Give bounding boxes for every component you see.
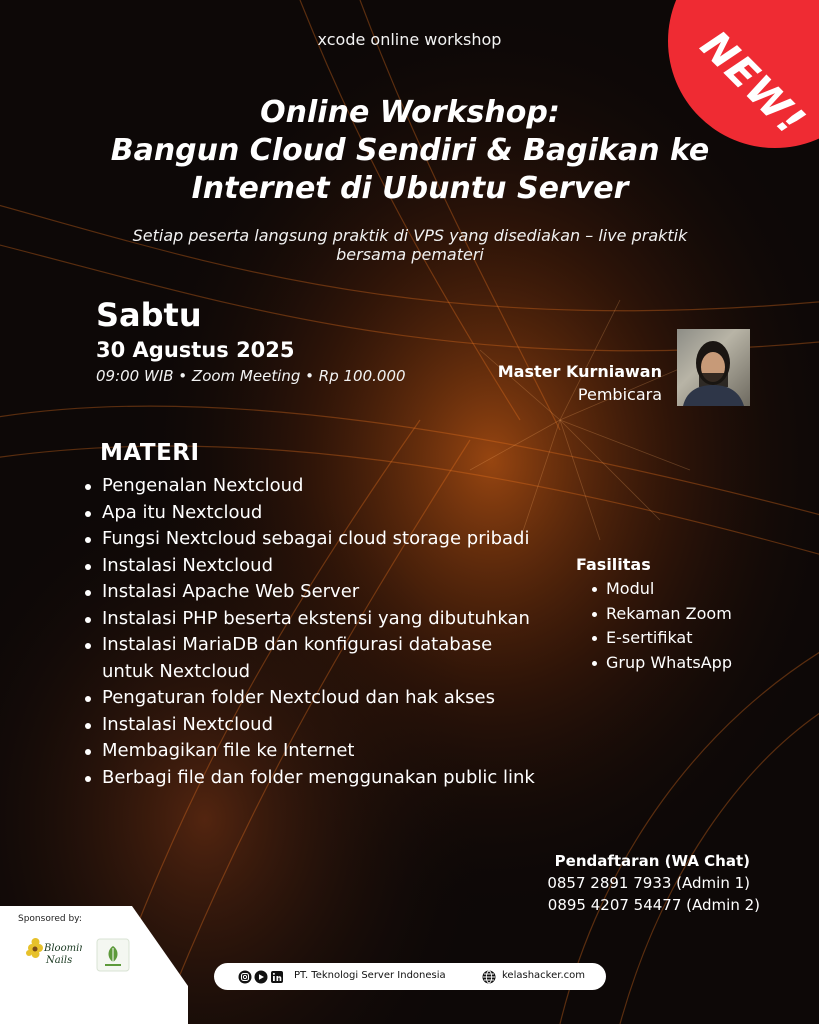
linkedin-icon[interactable]: [271, 971, 283, 983]
title-line: Internet di Ubuntu Server: [191, 171, 629, 206]
fasilitas-list: [588, 577, 732, 675]
fasilitas-item: Rekaman Zoom: [588, 602, 732, 627]
subtitle-line: bersama pemateri: [336, 245, 484, 264]
materi-item: Membagikan file ke Internet: [78, 738, 548, 765]
fasilitas-item: Grup WhatsApp: [588, 651, 732, 676]
materi-item: Instalasi Nextcloud: [78, 553, 548, 580]
footer-bar: [214, 963, 606, 990]
sponsor-logo-text: Nails: [46, 955, 73, 966]
fasilitas-item: Modul: [588, 577, 732, 602]
speaker-role: Pembicara: [577, 385, 662, 404]
sponsor-logo-text: Bloomin: [44, 943, 82, 954]
registration-contact[interactable]: 0857 2891 7933 (Admin 1): [547, 874, 750, 892]
fasilitas-item: E-sertifikat: [588, 626, 732, 651]
event-details: 09:00 WIB • Zoom Meeting • Rp 100.000: [96, 367, 406, 385]
youtube-icon[interactable]: [255, 971, 268, 984]
materi-item: Pengaturan folder Nextcloud dan hak akses: [78, 685, 548, 712]
leaf-logo-icon: [96, 938, 130, 972]
materi-list: [78, 473, 548, 791]
speaker-name: Master Kurniawan: [497, 362, 662, 381]
fasilitas-heading: Fasilitas: [576, 555, 651, 574]
workshop-subtitle: [60, 226, 760, 264]
event-day: Sabtu: [96, 296, 202, 334]
sponsor-logo-bloomin-nails: [22, 938, 82, 978]
materi-item: Instalasi Apache Web Server: [78, 579, 548, 606]
subtitle-line: Setiap peserta langsung praktik di VPS yang disediakan – live praktik: [132, 226, 688, 245]
top-label: xcode online workshop: [317, 30, 502, 49]
materi-item: Instalasi Nextcloud: [78, 712, 548, 739]
title-line: Online Workshop:: [260, 95, 560, 130]
materi-item: Berbagi file dan folder menggunakan public link: [78, 765, 548, 792]
title-line: Bangun Cloud Sendiri & Bagikan ke: [110, 133, 710, 168]
footer-company: PT. Teknologi Server Indonesia: [294, 970, 446, 981]
materi-item: Pengenalan Nextcloud: [78, 473, 548, 500]
speaker-photo: [677, 329, 750, 406]
materi-heading: MATERI: [100, 440, 200, 466]
sponsor-label: Sponsored by:: [18, 914, 82, 924]
materi-item: Instalasi MariaDB dan konfigurasi database untuk Nextcloud: [78, 632, 548, 685]
flower-icon: [22, 938, 82, 974]
materi-item: Apa itu Nextcloud: [78, 500, 548, 527]
globe-icon: [482, 969, 496, 988]
materi-item: Instalasi PHP beserta ekstensi yang dibutuhkan: [78, 606, 548, 633]
person-icon: [677, 329, 750, 406]
registration-contact[interactable]: 0895 4207 54477 (Admin 2): [547, 896, 760, 914]
social-icons: [238, 969, 286, 988]
event-date: 30 Agustus 2025: [96, 338, 295, 362]
materi-item: Fungsi Nextcloud sebagai cloud storage pribadi: [78, 526, 548, 553]
workshop-title: [40, 94, 780, 208]
sponsor-logo-2: [96, 938, 130, 976]
instagram-icon[interactable]: [239, 971, 252, 984]
footer-website-link[interactable]: kelashacker.com: [502, 970, 585, 981]
new-badge-label: NEW!: [691, 22, 814, 145]
registration-heading: Pendaftaran (WA Chat): [554, 852, 750, 870]
